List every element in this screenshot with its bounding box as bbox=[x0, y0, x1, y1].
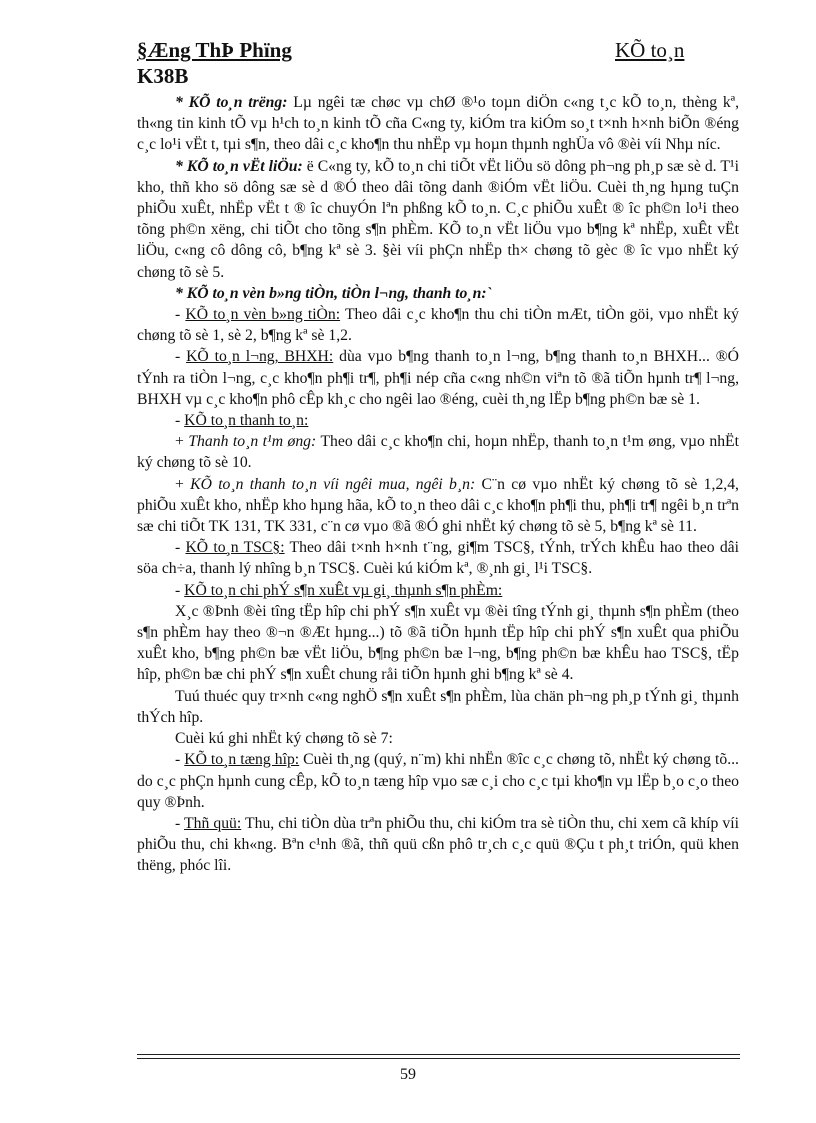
text-run: Tuú thuéc quy tr×nh c«ng nghÖ s¶n xuÊt s¶n phÈm, lùa chän ph¬ng ph¸p tÝnh gi¸ thµnh thÝch hîp. bbox=[137, 687, 739, 726]
text-run: Lµ ngêi tæ chøc vµ chØ ®¹o toµn diÖn c«ng t¸c kÕ to¸n, thèng kª, th«ng tin kinh tÕ vµ h¹ch to¸n kinh tÕ cña C«ng ty, kiÓm tra kiÓm so¸t t×nh h×nh biÕn ®éng c¸c lo¹i vËt t, tµi s¶n, theo dâi c¸c kho¶n thu nhËp vµ hoµn thµnh nghÜa vô ®èi víi Nhµ níc. bbox=[137, 94, 739, 154]
text-run: Thu, chi tiÒn dùa trªn phiÕu thu, chi kiÓm tra sè tiÒn thu, chi xem cã khíp víi phiÕu thu, chi kh«ng. Bªn c¹nh ®ã, thñ quü cßn phô tr¸ch c¸c quü ®Çu t ph¸t triÓn, quü khen thëng, phóc lîi. bbox=[137, 814, 739, 875]
text-run: + bbox=[175, 475, 191, 493]
text-run: * KÕ to¸n vèn b»ng tiÒn, tiÒn l¬ng, thanh to¸n:` bbox=[175, 284, 492, 302]
text-run: KÕ to¸n thanh to¸n: bbox=[184, 412, 309, 430]
text-run: + bbox=[175, 433, 189, 451]
text-run: - bbox=[175, 814, 185, 832]
text-run: * KÕ to¸n vËt liÖu: bbox=[175, 157, 303, 175]
header-author: §Æng ThÞ Phïng bbox=[137, 38, 292, 62]
header-subject: KÕ to¸n bbox=[615, 38, 685, 62]
text-run: Theo dâi c¸c kho¶n chi, hoµn nhËp, thanh to¸n t¹m øng, vµo nhËt ký chøng tõ sè 10. bbox=[137, 433, 739, 472]
paragraph-p12 bbox=[137, 686, 739, 728]
document-body bbox=[137, 92, 739, 877]
text-run: C¨n cø vµo nhËt ký chøng tõ sè 1,2,4, phiÕu xuÊt kho, nhËp kho hµng hãa, kÕ to¸n theo dâi c¸c kho¶n ph¶i thu, ph¶i tr¶ ngêi b¸n trªn sæ chi tiÕt TK 131, TK 331, c¨n cø vµo ®ã ®Ó ghi nhËt ký chøng tõ sè 5, b¶ng kª sè 11. bbox=[137, 475, 739, 536]
text-run: Thñ quü: bbox=[184, 814, 242, 832]
paragraph-p15 bbox=[137, 813, 739, 877]
text-run: - bbox=[175, 751, 185, 769]
paragraph-p3 bbox=[137, 283, 739, 304]
text-run: - bbox=[175, 581, 185, 599]
text-run: KÕ to¸n vèn b»ng tiÒn: bbox=[185, 306, 341, 324]
text-run: - bbox=[175, 306, 186, 324]
paragraph-p8 bbox=[137, 474, 739, 538]
text-run: KÕ to¸n thanh to¸n víi ngêi mua, ngêi b¸n: bbox=[190, 475, 476, 493]
text-run: Cuèi th¸ng (quý, n¨m) khi nhËn ®îc c¸c chøng tõ, nhËt ký chøng tõ... do c¸c phÇn hµnh cung cÊp, kÕ to¸n tæng hîp vµo sæ c¸i cho c¸c tµi kho¶n vµ lËp b¸o c¸o theo quy ®Þnh. bbox=[137, 751, 739, 811]
paragraph-p13 bbox=[137, 728, 739, 749]
text-run: ë C«ng ty, kÕ to¸n chi tiÕt vËt liÖu sö dông ph¬ng ph¸p sæ sè d. T¹i kho, thñ kho sö dông sæ sè d ®Ó theo dâi tõng danh ®iÓm vËt liÖu. Cuèi th¸ng hµng tuÇn phiÕu xuÊt, nhËp vËt t ® îc chuyÓn lªn phßng kÕ to¸n. C¸c phiÕu xuÊt ® îc ph©n lo¹i theo tõng ph©n xëng, chi tiÕt cho tõng s¶n phÈm. KÕ to¸n vËt liÖu vµo b¶ng kª nhËp, xuÊt vËt liÖu, c«ng cô dông cô, b¶ng kª sè 3. §èi víi phÇn nhËp th× chøng tõ gèc ® îc vµo nhËt ký chøng tõ sè 5. bbox=[137, 157, 739, 281]
text-run: dùa vµo b¶ng thanh to¸n l¬ng, b¶ng thanh to¸n BHXH... ®Ó tÝnh ra tiÒn l¬ng, c¸c kho¶n ph¶i tr¶, ph¶i nép cña c«ng nh©n viªn tõ ®ã tiÕn hµnh tr¶ l¬ng, BHXH vµ c¸c kho¶n phô cÊp kh¸c cho ngêi lao ®éng, cuèi th¸ng lËp b¶ng ph©n bæ sè 1. bbox=[137, 348, 739, 408]
text-run: - bbox=[175, 348, 187, 366]
text-run: KÕ to¸n tæng hîp: bbox=[184, 751, 300, 769]
paragraph-p11 bbox=[137, 601, 739, 686]
text-run: X¸c ®Þnh ®èi tîng tËp hîp chi phÝ s¶n xuÊt vµ ®èi tîng tÝnh gi¸ thµnh s¶n phÈm (theo s¶n phÈm hay theo ®¬n ®Æt hµng...) tõ ®ã tiÕn hµnh tËp hîp chi phÝ s¶n xuÊt qua phiÕu xuÊt kho, b¶ng ph©n bæ vËt liÖu, b¶ng ph©n bæ l¬ng, b¶ng ph©n bæ khÊu hao TSC§, tËp hîp, ph©n bæ chi phÝ s¶n xuÊt chung råi tiÕn hµnh ghi b¶ng kª sè 4. bbox=[137, 602, 739, 684]
footer-rule-bottom bbox=[137, 1058, 740, 1059]
class-code: K38B bbox=[137, 64, 189, 88]
text-run: Theo dâi c¸c kho¶n thu chi tiÒn mÆt, tiÒn göi, vµo nhËt ký chøng tõ sè 1, sè 2, b¶ng kª sè 1,2. bbox=[137, 306, 739, 345]
paragraph-p9 bbox=[137, 537, 739, 579]
paragraph-p14 bbox=[137, 749, 739, 813]
text-run: KÕ to¸n chi phÝ s¶n xuÊt vµ gi¸ thµnh s¶n phÈm: bbox=[184, 581, 503, 599]
paragraph-p5 bbox=[137, 346, 739, 410]
text-run: Theo dâi t×nh h×nh t¨ng, gi¶m TSC§, tÝnh, trÝch khÊu hao theo dâi söa ch÷a, thanh lý nhîng b¸n TSC§. Cuèi kú kiÓm kª, ®¸nh gi¸ l¹i TSC§. bbox=[137, 539, 739, 578]
text-run: * KÕ to¸n trëng: bbox=[175, 94, 288, 111]
paragraph-p10 bbox=[137, 580, 739, 601]
text-run: KÕ to¸n TSC§: bbox=[185, 539, 285, 557]
paragraph-p2 bbox=[137, 156, 739, 283]
text-run: Cuèi kú ghi nhËt ký chøng tõ sè 7: bbox=[175, 730, 393, 748]
paragraph-p4 bbox=[137, 304, 739, 346]
paragraph-p6 bbox=[137, 410, 739, 431]
text-run: - bbox=[175, 412, 185, 430]
footer-rule-top bbox=[137, 1054, 740, 1055]
paragraph-p7 bbox=[137, 431, 739, 473]
text-run: Thanh to¸n t¹m øng: bbox=[188, 433, 317, 451]
text-run: - bbox=[175, 539, 186, 557]
text-run: KÕ to¸n l¬ng, BHXH: bbox=[186, 348, 334, 366]
page-header bbox=[137, 38, 741, 62]
paragraph-p1 bbox=[137, 92, 739, 156]
page-number: 59 bbox=[400, 1066, 416, 1083]
